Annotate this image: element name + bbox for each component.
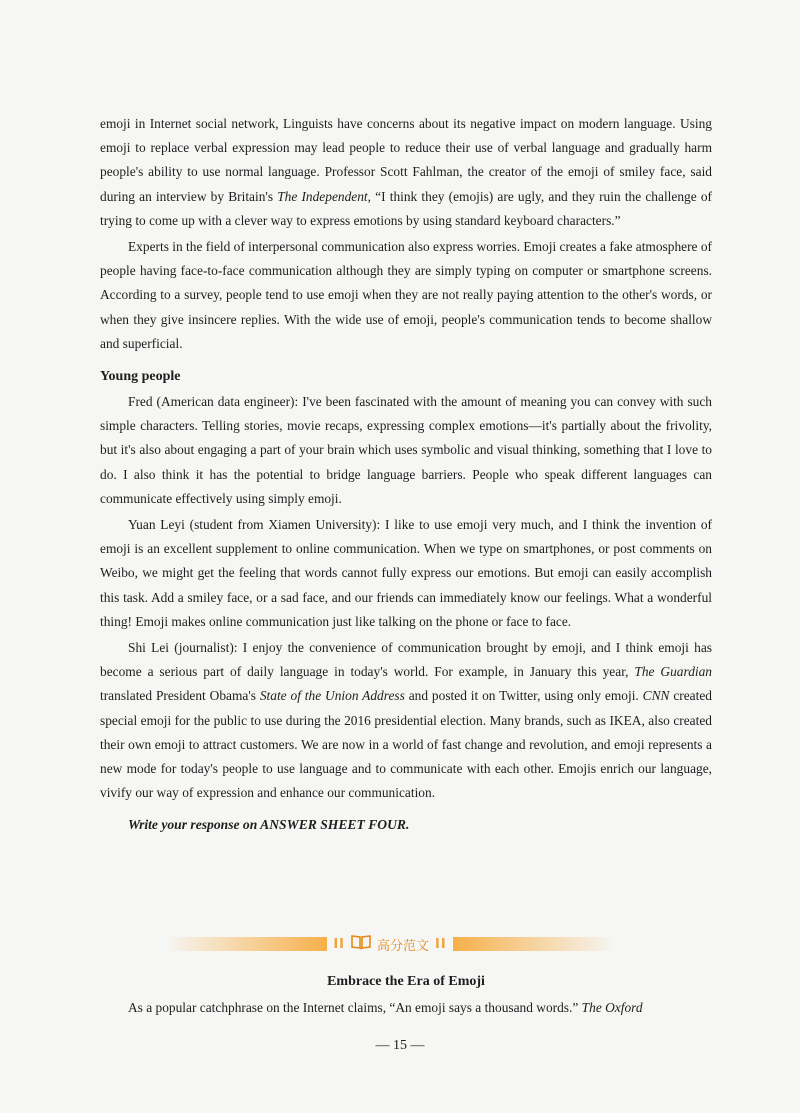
- section-heading: Young people: [100, 369, 181, 385]
- paragraph-shi: Shi Lei (journalist): I enjoy the convenience of communication brought by emoji, and I think emoji has become a serious part of daily language in today's world. For example, in January this year, The Guardian translated President Obama's State of the Union Address and posted it on Twitter, using only emoji. CNN created special emoji for the public to use during the 2016 presidential election. Many brands, such as IKEA, also created their own emoji to attract customers. We are now in a world of fast change and revolution, and emoji represents a new mode for today's people to use language and to communicate with each other. Emojis enrich our language, vivify our way of expression and enhance our communication.: [100, 640, 713, 801]
- article-body: [100, 112, 712, 838]
- banner-bar-left: [165, 937, 327, 951]
- book-icon: [351, 934, 371, 954]
- banner-pipes-right: II: [435, 936, 447, 952]
- essay-title: Embrace the Era of Emoji: [327, 974, 485, 989]
- publication-title: The Independent: [277, 188, 368, 204]
- banner-pipes-left: II: [333, 936, 345, 952]
- essay-first-line: As a popular catchphrase on the Internet claims, “An emoji says a thousand words.” The Oxford: [128, 1000, 643, 1015]
- paragraph-yuan: Yuan Leyi (student from Xiamen University): I like to use emoji very much, and I think the invention of emoji is an excellent supplement to online communication. When we type on smartphones, or post comments on Weibo, we might get the feeling that words cannot fully express our emotions. But emoji can easily accomplish this task. Add a smiley face, or a sad face, and our friends can immediately know our feelings. What a wonderful thing! Emoji makes online communication just like talking on the phone or face to face.: [100, 517, 712, 629]
- instruction-text: Write your response on ANSWER SHEET FOUR.: [128, 817, 410, 833]
- banner-label: 高分范文: [377, 938, 430, 954]
- paragraph-experts: Experts in the field of interpersonal communication also express worries. Emoji creates a fake atmosphere of people having face-to-face communication although they are simply typing on computer or smartphone screens. According to a survey, people tend to use emoji when they are not really paying attention to the other's words, or when they give insincere replies. With the wide use of emoji, people's communication tends to become shallow and superficial.: [100, 239, 712, 351]
- banner-bar-right: [453, 937, 615, 951]
- paragraph-linguists: emoji in Internet social network, Linguists have concerns about its negative impact on modern language. Using emoji to replace verbal expression may lead people to reduce their use of verbal language and gradually harm people's ability to use normal language. Professor Scott Fahlman, the creator of the emoji of smiley face, said during an interview by Britain's The Independent, “I think they (emojis) are ugly, and they ruin the challenge of trying to come up with a clever way to express emotions by using standard keyboard characters.”: [100, 116, 712, 228]
- model-essay-banner: [165, 932, 615, 956]
- page-number: — 15 —: [375, 1038, 425, 1053]
- paragraph-fred: Fred (American data engineer): I've been fascinated with the amount of meaning you can convey with such simple characters. Telling stories, movie recaps, expressing complex emotions—it's partially about the frivolity, but it's also about engaging a part of your brain which uses symbolic and visual thinking, something that I love to do. I also think it has the potential to bridge language barriers. People who speak different languages can communicate effectively using simply emoji.: [100, 394, 712, 506]
